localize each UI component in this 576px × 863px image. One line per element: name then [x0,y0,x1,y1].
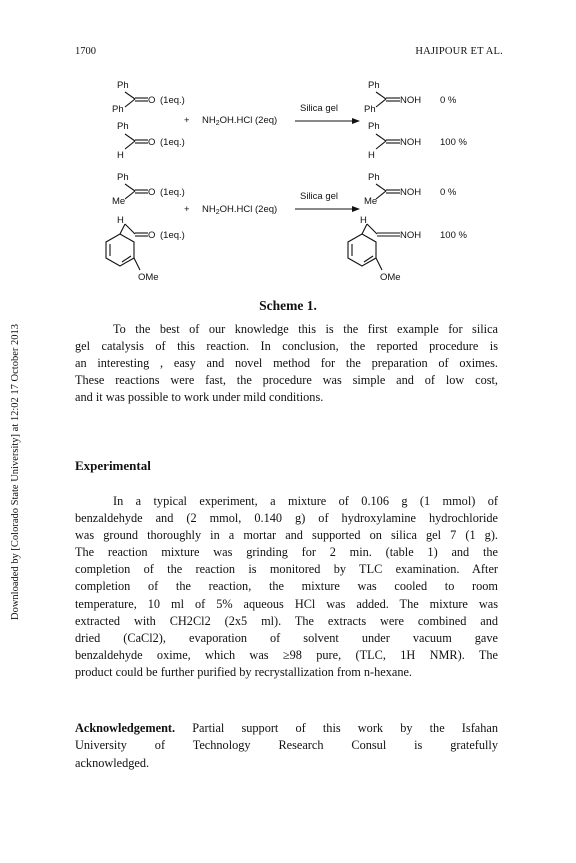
text-line: completion of the reaction is monitored by TLC examination. After [75,562,498,577]
equiv-label: (1eq.) [160,95,185,106]
plus-sign: + [184,204,190,215]
oxygen-label: O [148,230,156,241]
h-label: H [117,150,124,161]
text-line: University of Technology Research Consul is gratefully [75,738,498,753]
catalyst-label: Silica gel [300,191,339,202]
oxygen-label: O [148,137,156,148]
ph-label: Ph [117,172,129,183]
text-line: In a typical experiment, a mixture of 0.106 g (1 mmol) of [113,494,498,508]
text-line: benzaldehyde oxime, which was ≥98 pure, (TLC, 1H NMR). The [75,647,498,662]
reaction-scheme [100,66,500,302]
reagent-label: $NH_2OH.HCl$ (2eq) [202,204,278,216]
me-label: Me [112,196,126,207]
text-line: product could be further purified by recrystallization from n-hexane. [75,664,413,679]
text-line: temperature, 10 ml of 5% aqueous HCl was added. The mixture was [75,596,498,611]
page-number: 1700 [75,46,96,57]
text-line: an interesting , easy and novel method for the preparation of oximes. [75,356,498,371]
ph-label: Ph [368,80,380,91]
text-line: To the best of our knowledge this is the first example for silica [113,322,498,336]
experimental-paragraph [75,493,498,681]
ome-label: OMe [138,272,159,283]
oxygen-label: O [148,95,156,106]
yield-label: 0 % [440,95,457,106]
text-line: The reaction mixture was grinding for 2 min. (table 1) and the [75,545,498,560]
h-label: H [360,215,367,226]
oxime-label: NOH [400,95,422,106]
ph-label: Ph [364,104,376,115]
oxygen-label: O [148,187,156,198]
ack-label: Acknowledgement. [75,721,176,735]
yield-label: 0 % [440,187,457,198]
text-line: dried (CaCl2), evaporation of solvent under vacuum gave [75,630,498,645]
download-watermark: Downloaded by [Colorado State University] at 12:02 17 October 2013 [10,324,21,620]
h-label: H [117,215,124,226]
oxime-label: NOH [400,230,422,241]
equiv-label: (1eq.) [160,230,185,241]
plus-sign: + [184,115,190,126]
oxime-label: NOH [400,137,422,148]
ph-label: Ph [117,80,129,91]
oxime-label: NOH [400,187,422,198]
acknowledgement [75,720,498,772]
text-line: extracted with CH2Cl2 (2x5 ml). The extracts were combined and [75,613,498,628]
text-line: and it was possible to work under mild conditions. [75,390,324,405]
text-line: benzaldehyde and (2 mmol, 0.140 g) of hydroxylamine hydrochloride [75,511,498,526]
text-line: was ground thoroughly in a mortar and supported on silica gel 7 (1 g). [75,528,498,543]
reagent-label: $NH_2OH.HCl$ (2eq) [202,115,278,127]
h-label: H [368,150,375,161]
text-line: These reactions were fast, the procedure was simple and of low cost, [75,373,498,388]
conclusion-paragraph [75,321,498,406]
equiv-label: (1eq.) [160,137,185,148]
yield-label: 100 % [440,137,467,148]
ome-label: OMe [380,272,401,283]
section-heading: Experimental [75,458,151,473]
text-line [75,720,498,737]
ph-label: Ph [368,121,380,132]
text-line: acknowledged. [75,755,150,770]
equiv-label: (1eq.) [160,187,185,198]
scheme-caption: Scheme 1. [259,298,317,313]
running-authors: HAJIPOUR ET AL. [415,46,503,57]
scheme-drawing [100,66,500,302]
running-header [75,46,503,60]
text-line: gel catalysis of this reaction. In conclusion, the reported procedure is [75,339,498,354]
text-line: completion of the reaction, the mixture was cooled to room [75,579,498,594]
ph-label: Ph [368,172,380,183]
ack-text: Partial support of this work by the Isfahan [175,721,498,735]
me-label: Me [364,196,378,207]
catalyst-label: Silica gel [300,103,339,114]
ph-label: Ph [117,121,129,132]
yield-label: 100 % [440,230,467,241]
ph-label: Ph [112,104,124,115]
